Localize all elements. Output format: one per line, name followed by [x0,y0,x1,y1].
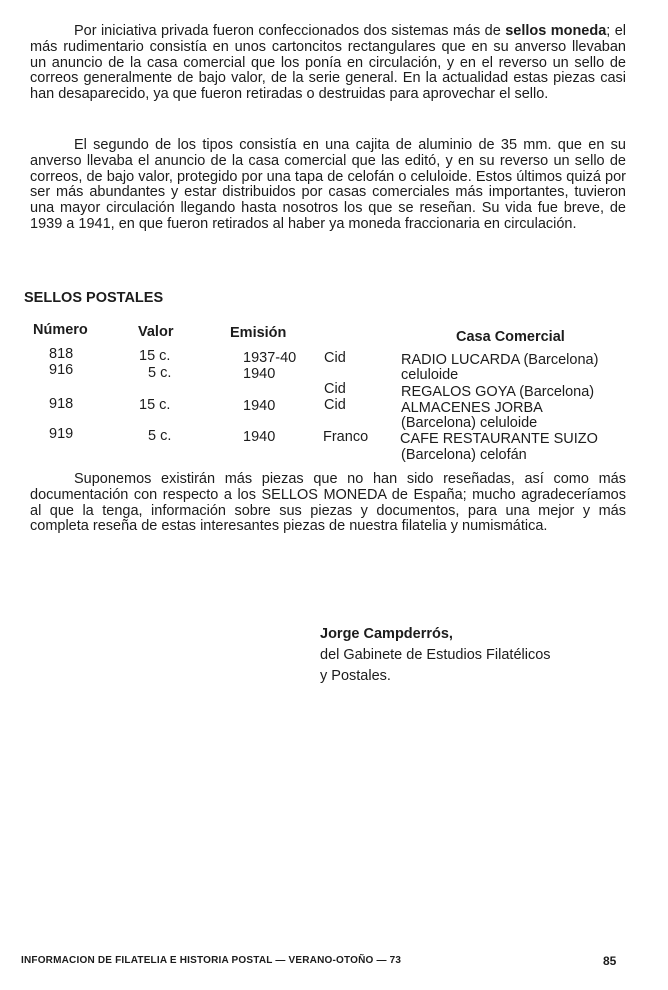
author-affiliation-line-1: del Gabinete de Estudios Filatélicos [320,647,551,663]
table-cell-emision: 1940 [243,429,276,445]
page-number: 85 [603,954,617,968]
paragraph-text: Suponemos existirán más piezas que no han sido reseñadas, así como más documentación con respecto a los SELLOS MONEDA de España; mucho agradeceríamos al que la tenga, información sobre sus piezas y documentos, para una mejor y más completa reseña de estas interesantes piezas de nuestra filatelia y numismática. [30,471,626,535]
author-signature [320,624,551,687]
bold-term-sellos-moneda: sellos moneda [505,23,607,39]
table-cell-emision: 1937-40 [243,350,297,366]
table-cell-casa: celuloide [401,367,459,383]
author-affiliation-line-2: y Postales. [320,668,391,684]
paragraph-sellos-moneda-intro [30,24,626,103]
author-name: Jorge Campderrós, [320,626,453,642]
table-cell-emision: 1940 [243,398,276,414]
table-cell-numero: 919 [49,426,74,442]
table-cell-sello: Cid [324,397,346,413]
table-cell-valor: 15 c. [139,348,171,364]
paragraph-text: ; el más rudimentario consistía en unos cartoncitos rectangulares que en su anverso llevaban un anuncio de la casa comercial que los ponía en circulación, y en el reverso un sello de correos generalmente de bajo valor, de la serie general. En la actualidad estas piezas casi han desaparecido, ya que fueron retiradas o destruidas para aprovechar el sello. [30,23,626,103]
table-cell-casa: (Barcelona) celofán [401,447,527,463]
paragraph-second-type [30,138,626,233]
table-cell-casa: (Barcelona) celuloide [401,415,538,431]
table-cell-sello: Cid [324,381,346,397]
table-cell-valor: 5 c. [148,365,172,381]
footer-publication-info: INFORMACION DE FILATELIA E HISTORIA POSTAL — VERANO-OTOÑO — 73 [21,955,402,966]
table-cell-casa: ALMACENES JORBA [401,400,543,416]
table-cell-numero: 918 [49,396,74,412]
paragraph-text: El segundo de los tipos consistía en una cajita de aluminio de 35 mm. que en su anverso llevaba el anuncio de la casa comercial que las editó, y en su reverso un sello de correos, de bajo valor, protegido por una tapa de celofán o celuloide. Estos últimos quizá por ser más abundantes y estar distribuidos por casas comerciales más importantes, tuvieron una mayor circulación llegando hasta nosotros los que se reseñan. Su vida fue breve, de 1939 a 1941, en que fueron retirados al haber ya moneda fraccionaria en circulación. [30,137,626,232]
header-numero: Número [33,322,88,338]
table-cell-valor: 15 c. [139,397,171,413]
header-casa-comercial: Casa Comercial [456,329,565,345]
paragraph-closing-request [30,472,626,535]
table-cell-sello: Cid [324,350,346,366]
table-cell-emision: 1940 [243,366,276,382]
header-valor: Valor [138,324,174,340]
table-cell-sello: Franco [323,429,369,445]
table-cell-valor: 5 c. [148,428,172,444]
table-cell-numero: 916 [49,362,74,378]
paragraph-text: Por iniciativa privada fueron confeccionados dos sistemas más de [74,23,506,39]
table-cell-casa: RADIO LUCARDA (Barcelona) [401,352,599,368]
header-emision: Emisión [230,325,287,341]
section-title-sellos-postales: SELLOS POSTALES [24,290,164,306]
table-cell-casa: REGALOS GOYA (Barcelona) [401,384,595,400]
table-cell-casa: CAFE RESTAURANTE SUIZO [400,431,598,447]
table-cell-numero: 818 [49,346,74,362]
